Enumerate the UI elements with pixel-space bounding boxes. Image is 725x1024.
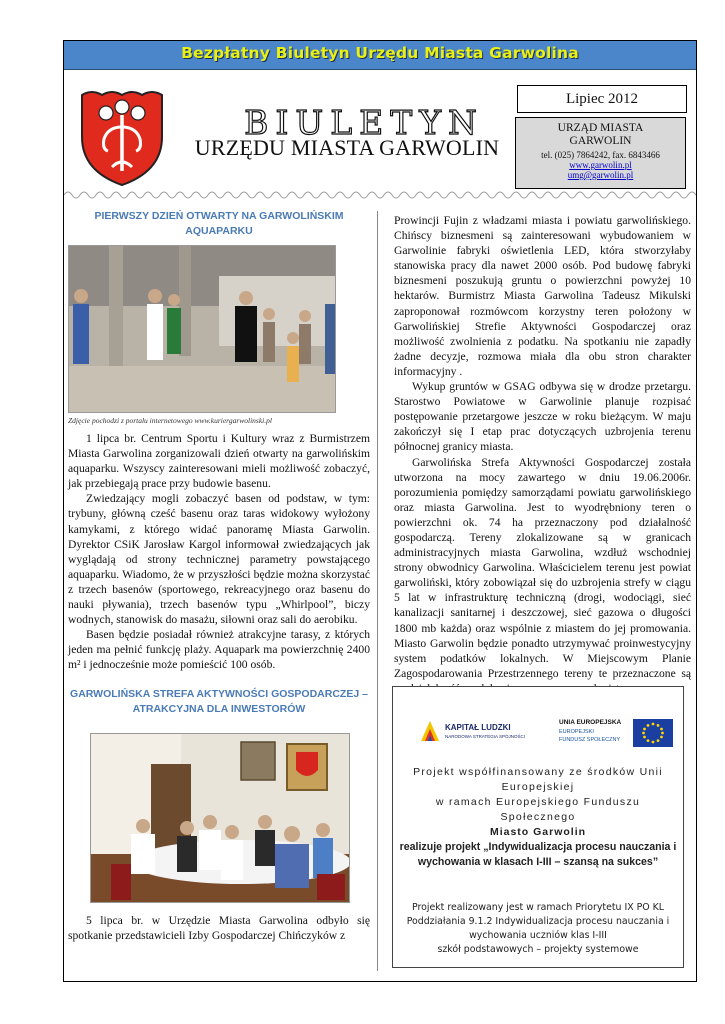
newsletter-page xyxy=(63,40,697,982)
article2-heading-line1: GARWOLIŃSKA STREFA AKTYWNOŚCI GOSPODARCZEJ – xyxy=(70,687,368,700)
article1-heading xyxy=(68,209,370,239)
top-banner xyxy=(64,41,696,70)
office-name-line2: GARWOLIN xyxy=(569,135,632,147)
article1-paragraph2: Zwiedzający mogli zobaczyć basen od podstaw, w tym: trybuny, główną cześć basenu oraz taras widokowy wyłożony kamykami, z którego widać panoramę Miasta Garwolin. Dyrektor CSiK Jarosław Kargol informował zwiedzających jak wyglądają od strony technicznej parametry powstającego aquaparku. Wiadomo, że w przyszłości będzie można skorzystać z trzech basenów (sportowego, rekreacyjnego oraz basenu do nauki pływania), trzech basenów typu „Whirlpool”, biczy wodnych, stanowisk do masażu, siłowni oraz sali do aerobiku. xyxy=(68,492,370,627)
right-paragraph2: Wykup gruntów w GSAG odbywa się w drodze przetargu. Starostwo Powiatowe w Garwolinie planuje rozpisać postępowanie przetargowe jeszcze w roku bieżącym. W maju zakończył się I etap prac dotyczących uzbrojenia terenu północnej granicy miasta. xyxy=(394,380,691,454)
kl-logo-subtitle: NARODOWA STRATEGIA SPÓJNOŚCI xyxy=(445,734,526,739)
issue-date: Lipiec 2012 xyxy=(517,85,687,113)
kl-logo-title: KAPITAŁ LUDZKI xyxy=(445,723,511,732)
office-contact-box xyxy=(515,117,686,189)
priority-line3: wychowania uczniów klas I-III xyxy=(469,930,607,941)
eu-logo-line2: FUNDUSZ SPOŁECZNY xyxy=(559,737,621,743)
project-cofinancing: Projekt współfinansowany ze środków Unii Europejskiej xyxy=(413,766,663,793)
project-priority xyxy=(399,901,677,957)
column-divider xyxy=(377,211,378,971)
office-name-line1: URZĄD MIASTA xyxy=(557,122,644,134)
article1-heading-line2: AQUAPARKU xyxy=(185,225,253,237)
website-link[interactable]: www.garwolin.pl xyxy=(569,160,632,170)
aquapark-photo xyxy=(68,245,336,413)
project-beneficiary: Miasto Garwolin xyxy=(489,826,587,838)
banner-text: Bezpłatny Biuletyn Urzędu Miasta Garwolina xyxy=(181,44,579,62)
eu-logo-title: UNIA EUROPEJSKA xyxy=(559,719,622,726)
eu-project-box xyxy=(392,686,684,968)
priority-line1: Projekt realizowany jest w ramach Priorytetu IX PO KL xyxy=(411,902,665,913)
article1-paragraph1: 1 lipca br. Centrum Sportu i Kultury wraz z Burmistrzem Miasta Garwolina zorganizowali dzień otwarty na garwolińskim aquaparku. Wszyscy zainteresowani mieli możliwość zobaczyć, jak przebiegają prace przy budowie basenu. xyxy=(68,432,370,491)
left-column xyxy=(68,209,370,943)
article1-paragraph3: Basen będzie posiadał również atrakcyjne tarasy, z których jeden ma pełnić funkcję plaży. Aquapark ma powierzchnię 2400 m² i jednocześnie może pomieścić 100 osób. xyxy=(68,628,370,672)
garwolin-coat-of-arms xyxy=(78,87,166,187)
article1-heading-line1: PIERWSZY DZIEŃ OTWARTY NA GARWOLIŃSKIM xyxy=(94,210,344,222)
kapital-ludzki-mark-icon xyxy=(419,719,441,743)
photo-caption: Zdjęcie pochodzi z portalu internetowego www.kuriergarwolinski.pl xyxy=(68,416,272,425)
project-description xyxy=(399,765,677,870)
masthead-title: BIULETYN xyxy=(244,103,484,142)
email-link[interactable]: umg@garwolin.pl xyxy=(567,170,634,180)
right-paragraph3: Garwolińska Strefa Aktywności Gospodarczej została utworzona na mocy zawartego w dniu 19.06.2006r. porozumienia pomiędzy samorządami powiatu garwolińskiego oraz miasta Garwolina. Jest to wyodrębniony teren o powierzchni ok. 74 ha przeznaczony pod działalność gospodarczą. Tereny zlokalizowane są w granicach administracyjnych miasta Garwolina, wzdłuż wschodniej strony obwodnicy Garwolina. Właścicielem terenu jest powiat garwoliński, który zobowiązał się do uzbrojenia strefy w ciągu 5 lat w infrastrukturę techniczną (drogi, wodociągi, sieć kanalizacji sanitarnej i deszczowej, sieć gazowa o długości 1800 mb każda) oraz wspólnie z miastem do jej promowania. Miasto Garwolin będzie ponadto utrzymywać proinwestycyjny system podatków lokalnych. W Miejscowym Planie Zagospodarowania Przestrzennego tereny te przeznaczone są xyxy=(394,455,691,680)
right-paragraph1: Prowincji Fujin z władzami miasta i powiatu garwolińskiego. Chińscy biznesmeni są zainteresowani wybudowaniem w Garwolinie fabryki oświetlenia LED, która stworzyłaby stanowiska pracy dla nawet 2000 osób. Pod budowę fabryki biznesmeni poszukują gruntu o powierzchni powyżej 10 hektarów. Burmistrz Miasta Garwolina Tadeusz Mikulski zaproponował rozmówcom korzystny teren położony w Garwolińskiej Strefie Aktywności Gospodarczej oraz możliwość zwolnienia z podatku. Na spotkaniu nie zapadły żadne decyzje, rozmowa miała dla obu stron charakter informacyjny . xyxy=(394,214,691,378)
eu-logo-line1: EUROPEJSKI xyxy=(559,729,594,735)
eu-flag-icon xyxy=(633,719,673,747)
funding-logos xyxy=(419,717,669,757)
priority-line2: Poddziałania 9.1.2 Indywidualizacja procesu nauczania i xyxy=(406,916,670,927)
project-fund: w ramach Europejskiego Funduszu Społecznego xyxy=(435,796,641,823)
article2-heading-line2: ATRAKCYJNA DLA INWESTORÓW xyxy=(132,702,306,715)
decorative-divider xyxy=(64,189,696,201)
article2-paragraph1: 5 lipca br. w Urzędzie Miasta Garwolina odbyło się spotkanie przedstawicieli Izby Gospodarczej Chińczyków z xyxy=(68,913,370,942)
project-title: realizuje projekt „Indywidualizacja procesu nauczania i wychowania w klasach I-III – szansą na sukces” xyxy=(399,841,677,868)
priority-line4: szkół podstawowych – projekty systemowe xyxy=(437,944,639,955)
meeting-photo xyxy=(90,733,350,903)
office-phone: tel. (025) 7864242, fax. 6843466 xyxy=(541,150,660,160)
right-column xyxy=(394,213,691,696)
masthead-subtitle: URZĘDU MIASTA GARWOLIN xyxy=(194,135,500,160)
article2-heading xyxy=(68,687,370,717)
